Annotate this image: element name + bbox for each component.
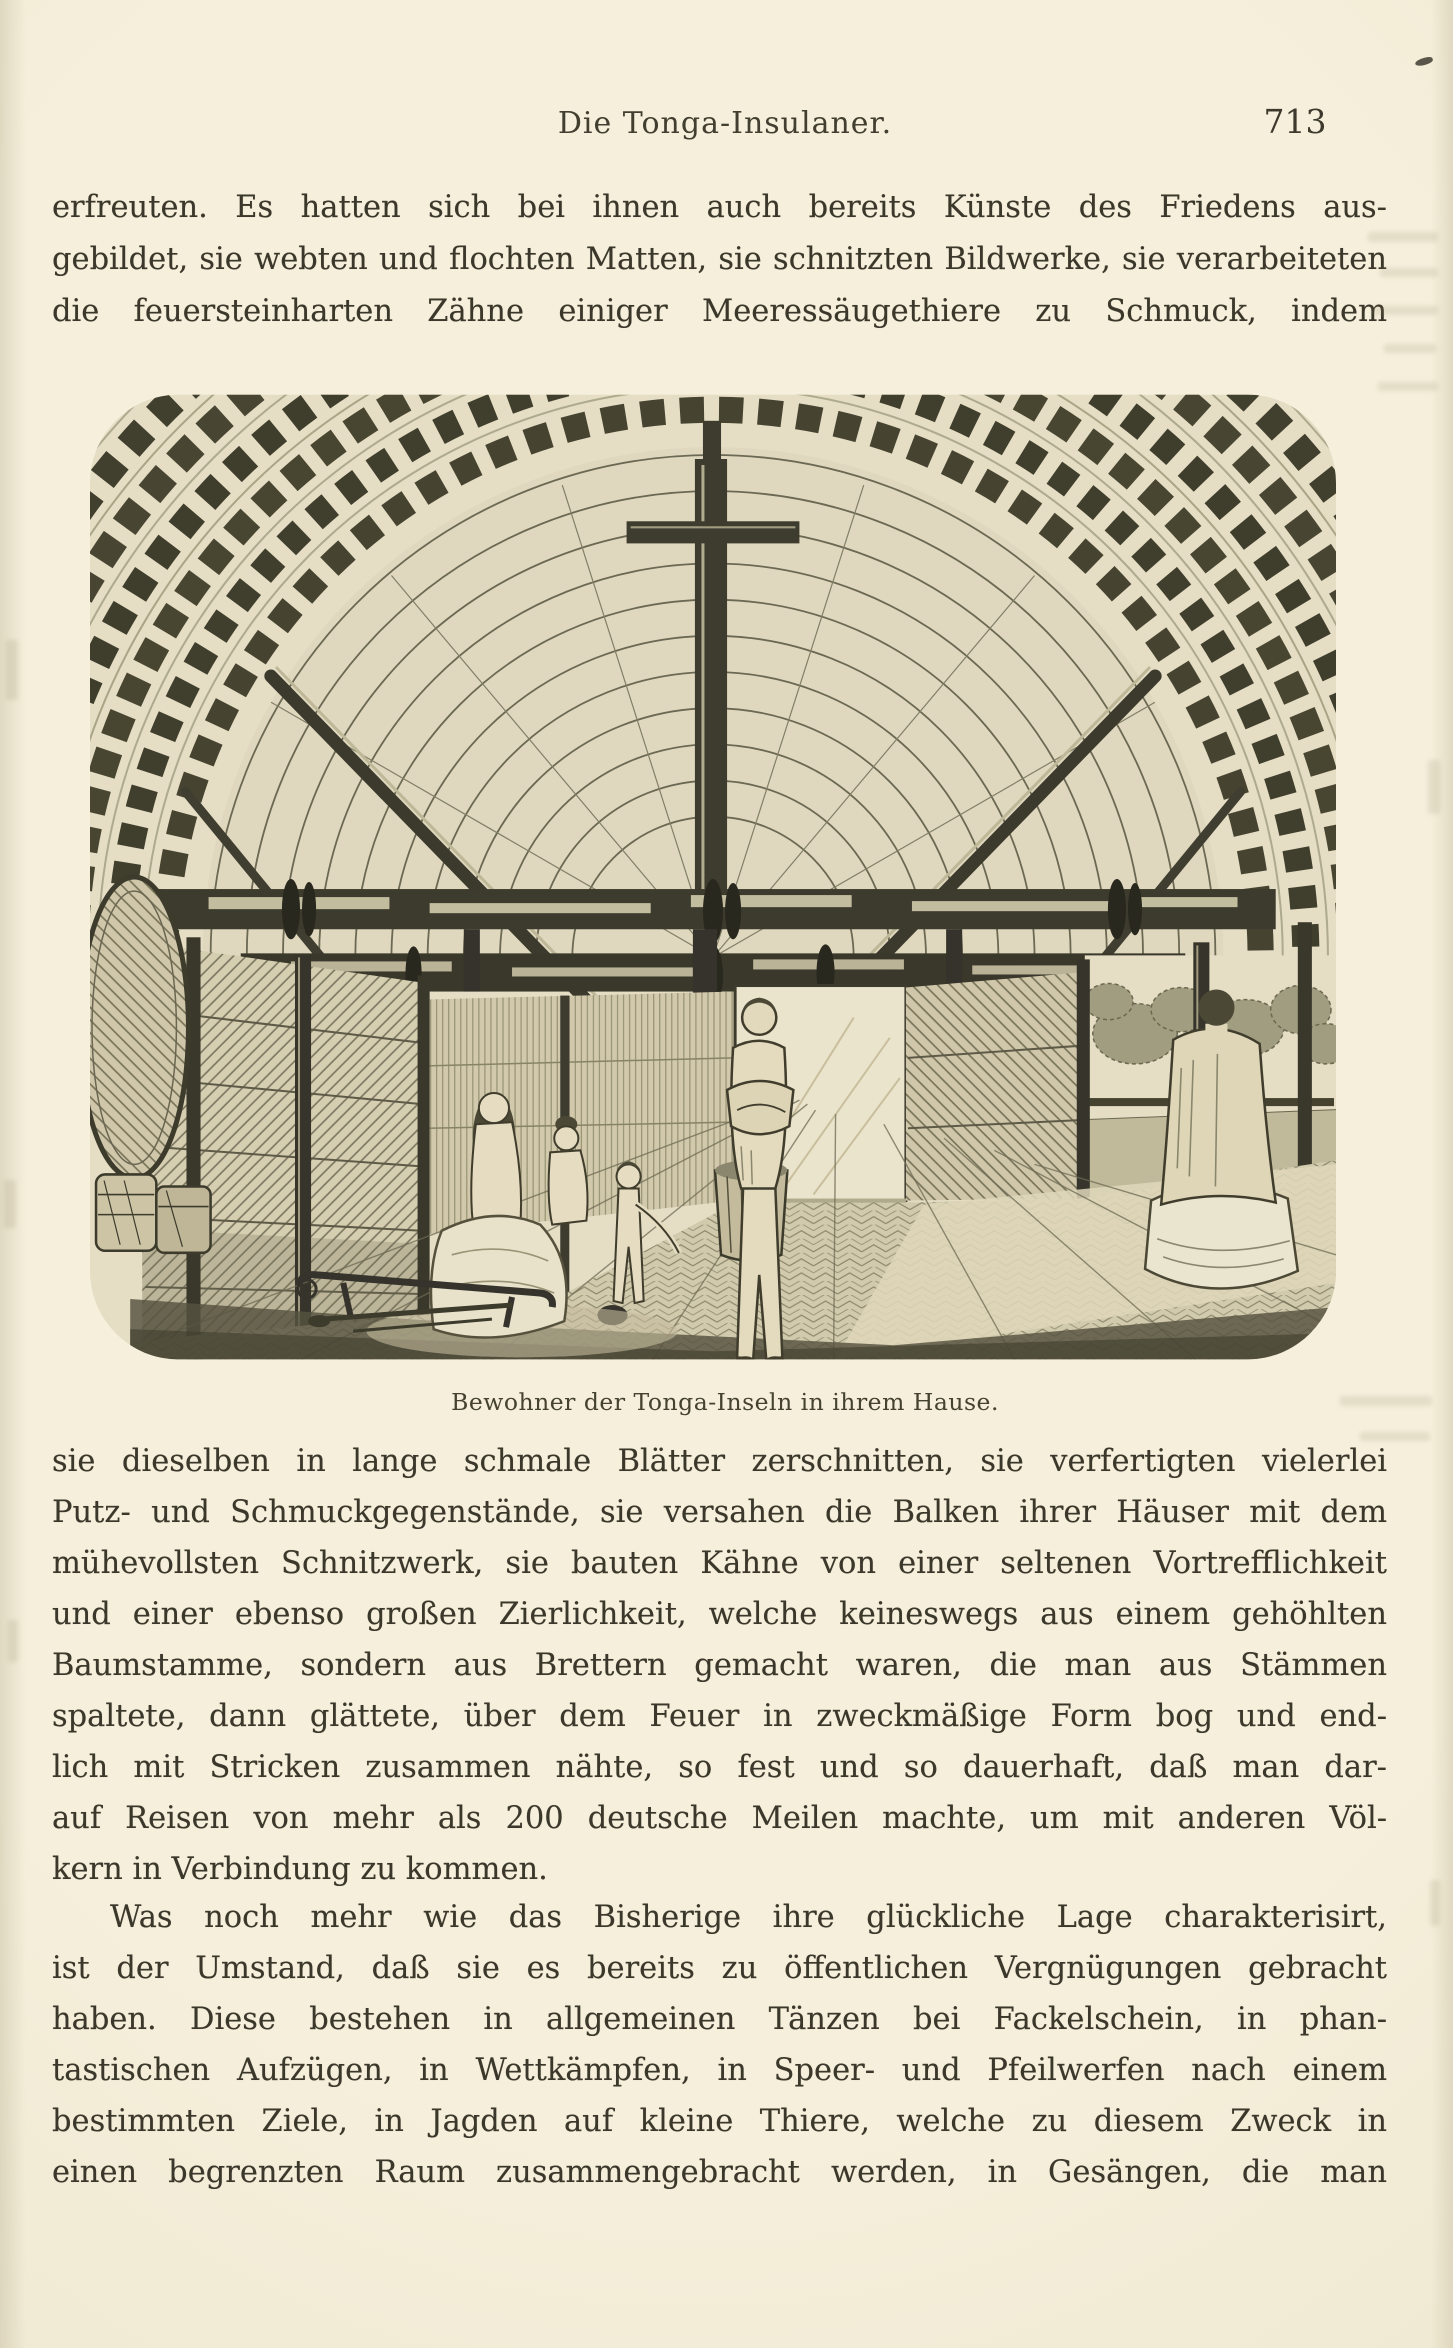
page-showthrough-mark — [1378, 382, 1438, 391]
text-line: einen begrenzten Raum zusammengebracht werden, in Gesängen, die man — [52, 2155, 1387, 2190]
text-line: bestimmten Ziele, in Jagden auf kleine Thiere, welche zu diesem Zweck in — [52, 2104, 1387, 2139]
text-line: die feuersteinharten Zähne einiger Meeressäugethiere zu Schmuck, indem — [52, 294, 1387, 329]
page-showthrough-mark — [1380, 268, 1438, 277]
page-showthrough-mark — [1372, 306, 1438, 315]
text-line: mühevollsten Schnitzwerk, sie bauten Kähne von einer seltenen Vortrefflichkeit — [52, 1546, 1387, 1581]
text-line: haben. Diese bestehen in allgemeinen Tänzen bei Fackelschein, in phan- — [52, 2002, 1387, 2037]
engraving-illustration — [90, 394, 1336, 1360]
text-line: kern in Verbindung zu kommen. — [52, 1852, 548, 1887]
tongan-house-engraving — [90, 394, 1336, 1360]
text-line: ist der Umstand, daß sie es bereits zu öffentlichen Vergnügungen gebracht — [52, 1951, 1387, 1986]
page-showthrough-mark — [6, 640, 18, 700]
text-line: auf Reisen von mehr als 200 deutsche Meilen machte, um mit anderen Völ- — [52, 1801, 1387, 1836]
page-showthrough-mark — [1430, 1880, 1440, 1926]
page-showthrough-mark — [1340, 1396, 1432, 1406]
text-line: sie dieselben in lange schmale Blätter zerschnitten, sie verfertigten vielerlei — [52, 1444, 1387, 1479]
text-line: lich mit Stricken zusammen nähte, so fest und so dauerhaft, daß man dar- — [52, 1750, 1387, 1785]
text-line: tastischen Aufzügen, in Wettkämpfen, in Speer- und Pfeilwerfen nach einem — [52, 2053, 1387, 2088]
text-line: Was noch mehr wie das Bisherige ihre glückliche Lage charakterisirt, — [110, 1900, 1387, 1935]
paragraph-top — [52, 182, 1387, 338]
text-line: spaltete, dann glättete, über dem Feuer in zweckmäßige Form bog und end- — [52, 1699, 1387, 1734]
text-line: erfreuten. Es hatten sich bei ihnen auch bereits Künste des Friedens aus- — [52, 190, 1387, 225]
text-line: Baumstamme, sondern aus Brettern gemacht waren, die man aus Stämmen — [52, 1648, 1387, 1683]
figure-caption: Bewohner der Tonga-Inseln in ihrem Hause. — [451, 1388, 999, 1416]
page-showthrough-mark — [1360, 1432, 1430, 1441]
paragraph-mid — [52, 1436, 1387, 1895]
gutter-shadow — [0, 0, 26, 2348]
text-line: Putz- und Schmuckgegenstände, sie versahen die Balken ihrer Häuser mit dem — [52, 1495, 1387, 1530]
page-showthrough-mark — [1384, 344, 1436, 353]
page-showthrough-mark — [4, 1180, 16, 1228]
page-number: 713 — [1263, 102, 1327, 141]
running-head: Die Tonga-Insulaner. — [557, 106, 893, 141]
page-showthrough-mark — [8, 1620, 18, 1662]
text-line: gebildet, sie webten und flochten Matten, sie schnitzten Bildwerke, sie verarbeiteten — [52, 242, 1387, 277]
page-showthrough-mark — [1368, 232, 1438, 242]
paragraph-bottom — [52, 1892, 1387, 2198]
text-line: und einer ebenso großen Zierlichkeit, welche keineswegs aus einem gehöhlten — [52, 1597, 1387, 1632]
page-showthrough-mark — [1428, 760, 1440, 814]
